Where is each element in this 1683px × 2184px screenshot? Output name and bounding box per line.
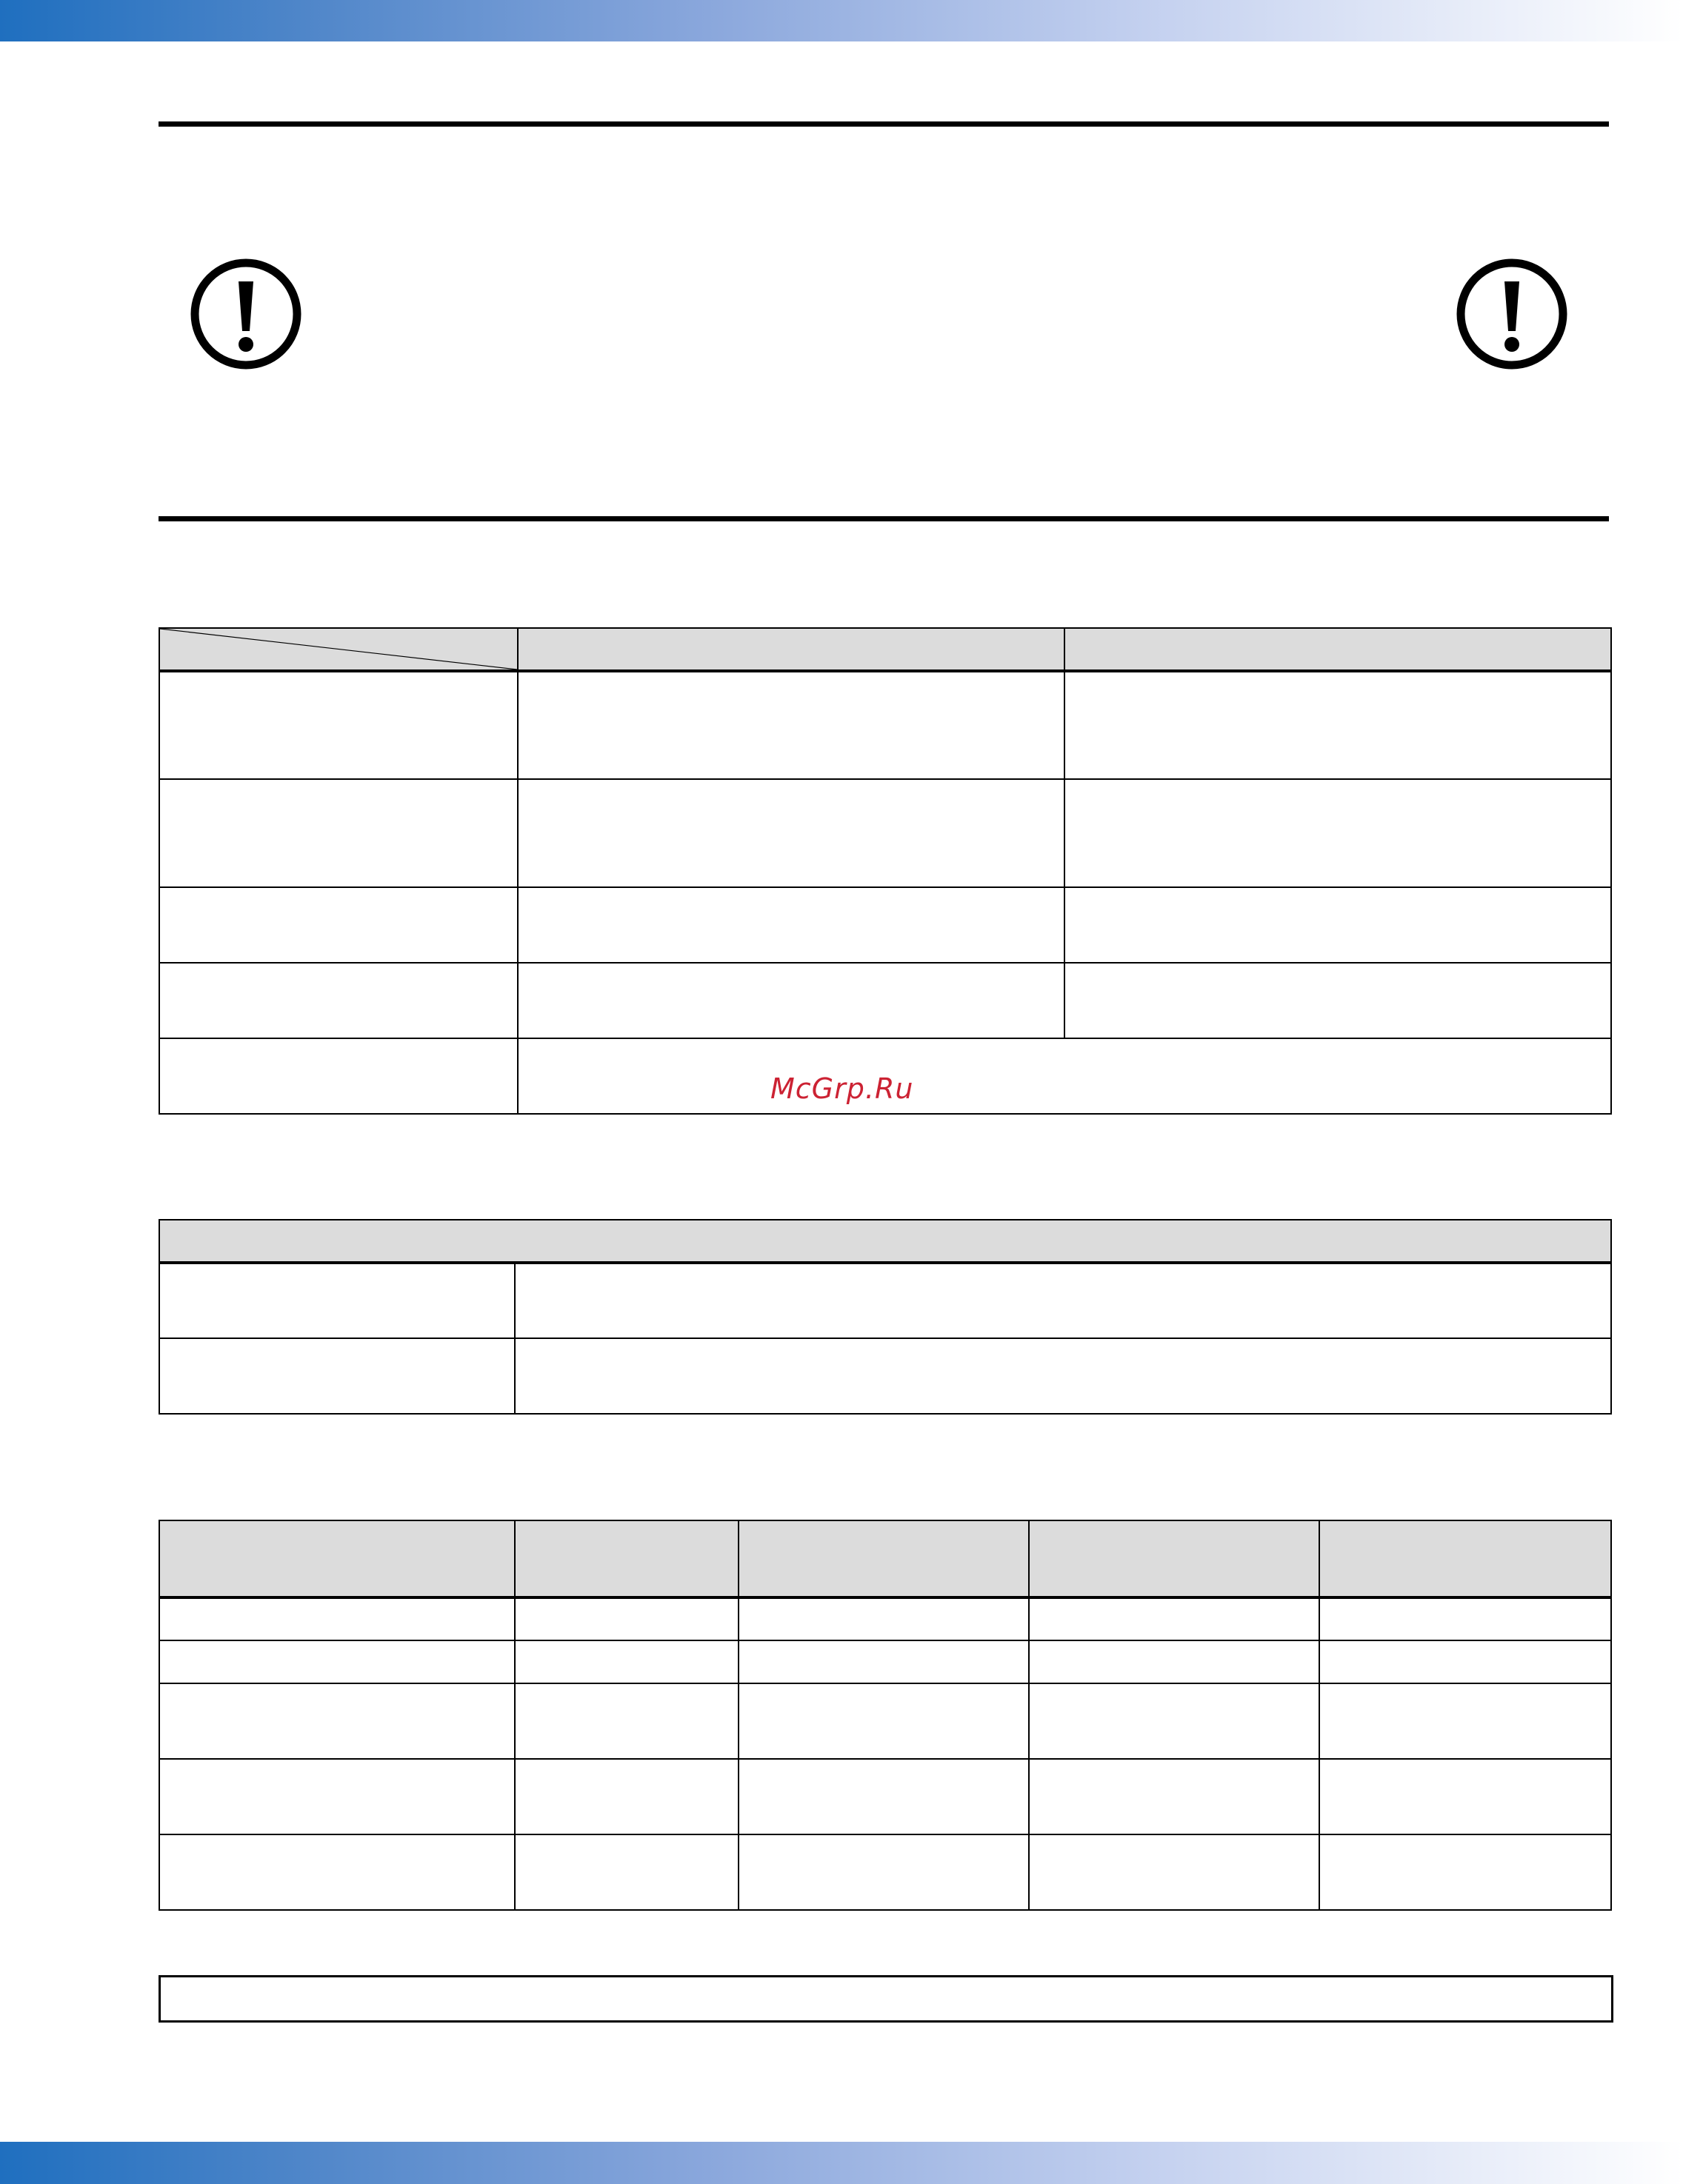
table-3-header-cell: [739, 1520, 1029, 1597]
watermark-text: McGrp.Ru: [770, 1072, 914, 1105]
table-1: [159, 627, 1612, 1115]
exclamation-circle-icon: [1456, 258, 1568, 370]
bottom-color-band: [0, 2142, 1683, 2184]
table-3-header-cell: [159, 1520, 515, 1597]
table-row: [159, 963, 1611, 1038]
exclamation-circle-icon: [190, 258, 302, 370]
table-row: [159, 1263, 1611, 1338]
table-3-header-cell: [515, 1520, 739, 1597]
table-row: [159, 1759, 1611, 1834]
table-row: [159, 671, 1611, 779]
table-row: [159, 1597, 1611, 1640]
note-box: [159, 1975, 1613, 2023]
table-2-header-cell: [159, 1220, 1611, 1263]
table-row: [159, 887, 1611, 963]
table-3-header-cell: [1319, 1520, 1611, 1597]
table-1-corner-header: [159, 628, 518, 671]
diagonal-divider: [160, 629, 517, 669]
table-row: [159, 1640, 1611, 1683]
table-2: [159, 1219, 1612, 1415]
table-1-header-cell: [518, 628, 1064, 671]
table-1-header-cell: [1064, 628, 1611, 671]
top-rule: [159, 121, 1609, 127]
table-row: [159, 1338, 1611, 1414]
table-row: [159, 1683, 1611, 1759]
table-row: [159, 779, 1611, 887]
table-3-header-cell: [1029, 1520, 1319, 1597]
bottom-rule: [159, 516, 1609, 521]
top-color-band: [0, 0, 1683, 41]
table-3: [159, 1520, 1612, 1911]
table-row: [159, 1834, 1611, 1910]
